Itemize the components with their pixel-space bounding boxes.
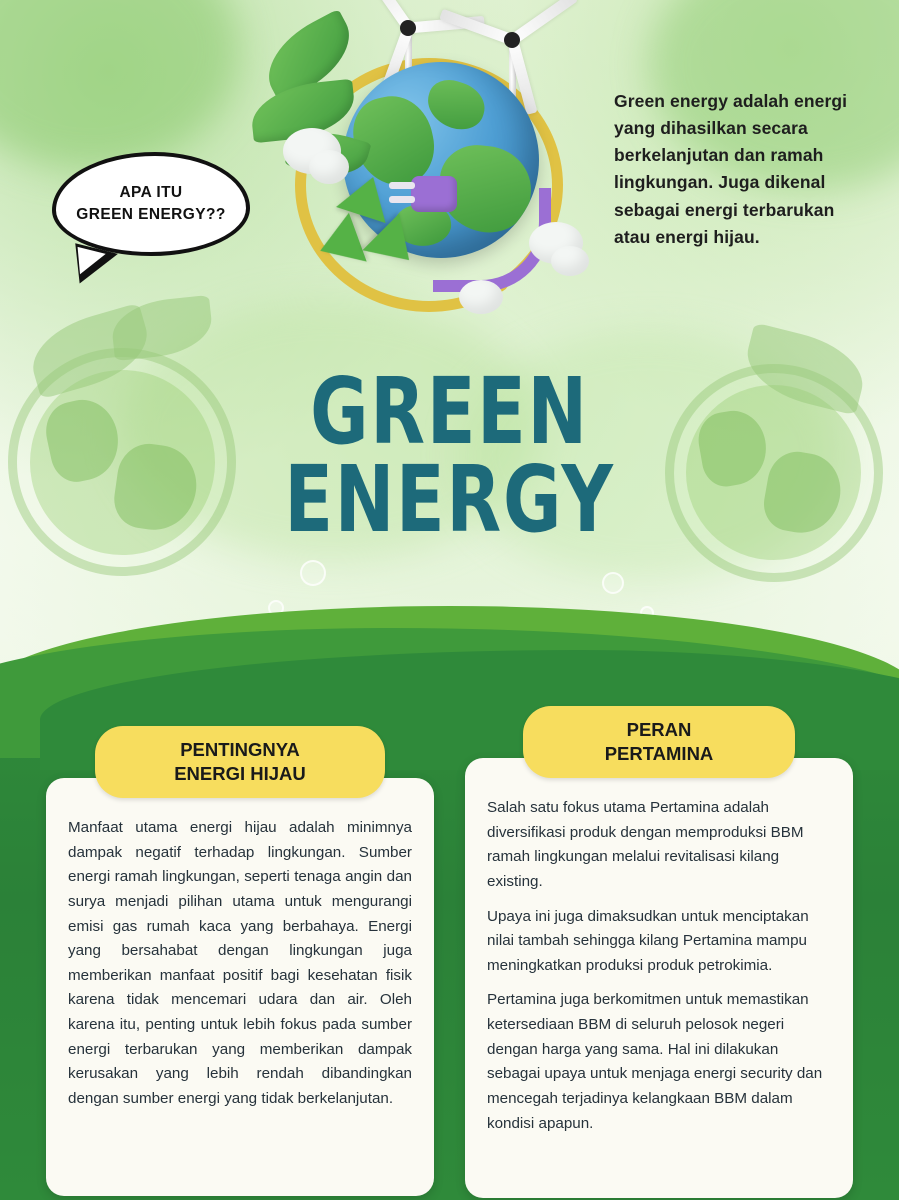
watermark-leaf-left-2-icon (109, 295, 214, 361)
card-heading-left (95, 726, 385, 798)
card-heading-left-line-2: ENERGI HIJAU (174, 763, 306, 785)
card-right-paragraph-2: Upaya ini juga dimaksudkan untuk menciptakan nilai tambah sehingga kilang Pertamina mampu meningkatkan produksi produk petrokimia. (487, 907, 809, 974)
card-heading-right-line-1: PERAN (626, 719, 692, 740)
card-right-paragraph-3: Pertamina juga berkomitmen untuk memastikan ketersediaan BBM di seluruh pelosok negeri dengan harga yang sama. Hal ini dilakukan sebagai upaya untuk menjaga energi security dan mencegah terjadinya kelangkaan BBM dalam kondisi apapun. (487, 991, 823, 1132)
page-title-line-2: ENERGY (284, 446, 615, 554)
plug-prong-2 (389, 196, 415, 203)
card-heading-right-line-2: PERTAMINA (604, 743, 714, 765)
card-pentingnya-energi-hijau (46, 726, 434, 1196)
decor-bubble-1 (300, 560, 326, 586)
cloud-icon-2 (309, 150, 349, 184)
card-right-paragraph-1: Salah satu fokus utama Pertamina adalah diversifikasi produk dengan memproduksi BBM ramah lingkungan melalui revitalisasi kilang existing. (487, 799, 804, 890)
intro-paragraph: Green energy adalah energi yang dihasilkan secara berkelanjutan dan ramah lingkungan. Juga dikenal sebagai energi terbarukan atau energi hijau. (614, 91, 848, 247)
card-heading-left-line-1: PENTINGNYA (180, 739, 300, 760)
recycle-arrows-icon (311, 176, 427, 282)
speech-bubble-line-2: GREEN ENERGY?? (76, 206, 226, 223)
card-heading-right (523, 706, 795, 778)
card-body-right (465, 758, 853, 1198)
plug-icon (411, 176, 457, 212)
hero-illustration (245, 0, 635, 340)
background-blob-top-left (0, 0, 240, 170)
plug-prong-1 (389, 182, 415, 189)
cloud-icon-4 (551, 246, 589, 276)
speech-bubble (52, 152, 250, 256)
card-body-left (46, 778, 434, 1196)
page-title (0, 358, 899, 554)
speech-bubble-line-1: APA ITU (119, 184, 183, 201)
card-peran-pertamina (465, 706, 853, 1198)
decor-bubble-3 (602, 572, 624, 594)
cloud-icon-5 (459, 280, 503, 314)
card-left-paragraph-1: Manfaat utama energi hijau adalah minimnya dampak negatif terhadap lingkungan. Sumber energi ramah lingkungan, seperti tenaga angin dan surya menjadi pilihan utama untuk mengurangi emisi gas rumah kaca yang berbahaya. Energi yang bersahabat dengan lingkungan juga memberikan manfaat positif bagi kesehatan fisik karena tidak mencemari udara dan air. Oleh karena itu, penting untuk lebih fokus pada sumber energi terbarukan yang memberikan dampak kerusakan yang lebih rendah dibandingkan dengan sumber energi yang tidak berkelanjutan. (68, 819, 412, 1107)
page-title-line-1: GREEN (310, 358, 589, 465)
